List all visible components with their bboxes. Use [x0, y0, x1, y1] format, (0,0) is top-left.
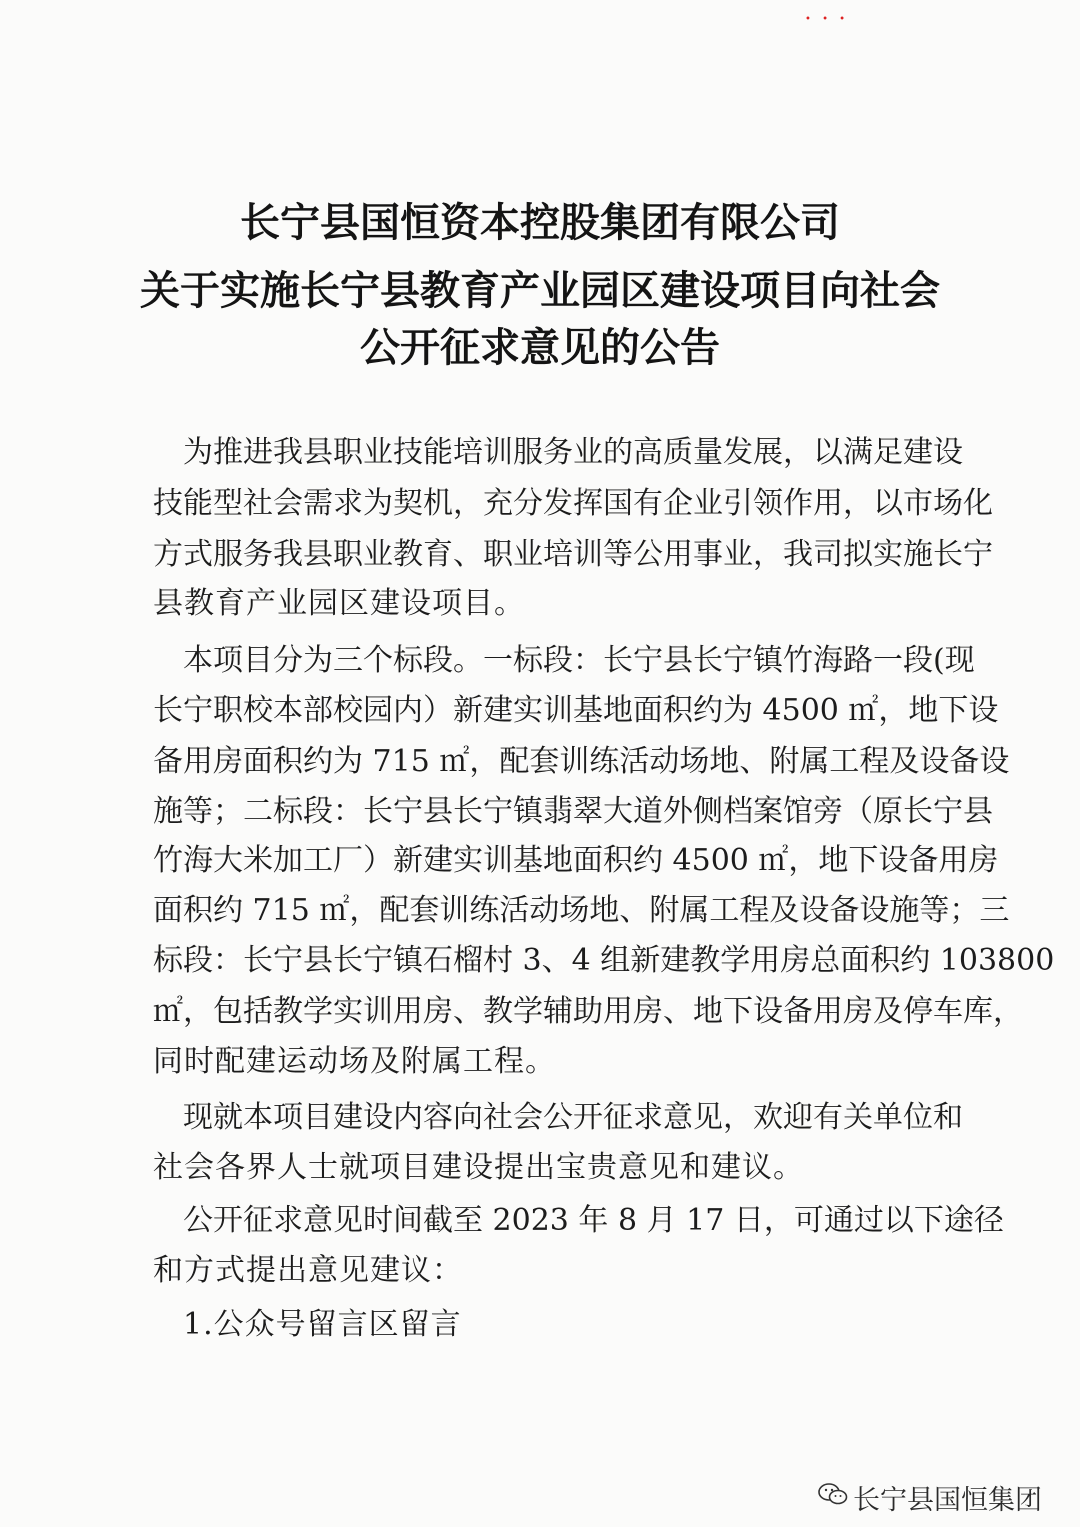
body-line: 同时配建运动场及附属工程。 — [153, 1044, 556, 1079]
title-line-1: 长宁县国恒资本控股集团有限公司 — [240, 199, 840, 246]
watermark-text: 长宁县国恒集团 — [853, 1485, 1042, 1516]
body-line: ㎡，包括教学实训用房、教学辅助用房、地下设备用房及停车库， — [153, 994, 1023, 1029]
body-line: 技能型社会需求为契机，充分发挥国有企业引领作用，以市场化 — [153, 486, 993, 521]
body-line: 现就本项目建设内容向社会公开征求意见，欢迎有关单位和 — [183, 1100, 963, 1135]
body-line: 县教育产业园区建设项目。 — [153, 586, 525, 621]
body-line: 长宁职校本部校园内）新建实训基地面积约为 4500 ㎡，地下设 — [153, 693, 999, 728]
body-line: 方式服务我县职业教育、职业培训等公用事业，我司拟实施长宁 — [153, 537, 993, 572]
body-line: 施等；二标段：长宁县长宁镇翡翠大道外侧档案馆旁（原长宁县 — [153, 794, 993, 829]
body-line: 1.公众号留言区留言 — [183, 1307, 462, 1342]
body-line: 备用房面积约为 715 ㎡，配套训练活动场地、附属工程及设备设 — [153, 744, 1010, 779]
body-line: 公开征求意见时间截至 2023 年 8 月 17 日，可通过以下途径 — [183, 1203, 1004, 1238]
body-line: 竹海大米加工厂）新建实训基地面积约 4500 ㎡，地下设备用房 — [153, 843, 999, 878]
body-line: 和方式提出意见建议： — [153, 1253, 463, 1288]
title-line-2: 关于实施长宁县教育产业园区建设项目向社会 — [140, 267, 940, 314]
body-line: 社会各界人士就项目建设提出宝贵意见和建议。 — [153, 1150, 804, 1185]
corner-mark: • • • — [805, 14, 850, 25]
body-line: 标段：长宁县长宁镇石榴村 3、4 组新建教学用房总面积约 103800 — [153, 943, 1055, 978]
title-line-3: 公开征求意见的公告 — [360, 324, 720, 371]
wechat-icon — [818, 1482, 848, 1506]
body-line: 面积约 715 ㎡，配套训练活动场地、附属工程及设备设施等；三 — [153, 893, 1010, 928]
body-line: 为推进我县职业技能培训服务业的高质量发展，以满足建设 — [183, 435, 963, 470]
body-line: 本项目分为三个标段。一标段：长宁县长宁镇竹海路一段(现 — [183, 643, 975, 678]
